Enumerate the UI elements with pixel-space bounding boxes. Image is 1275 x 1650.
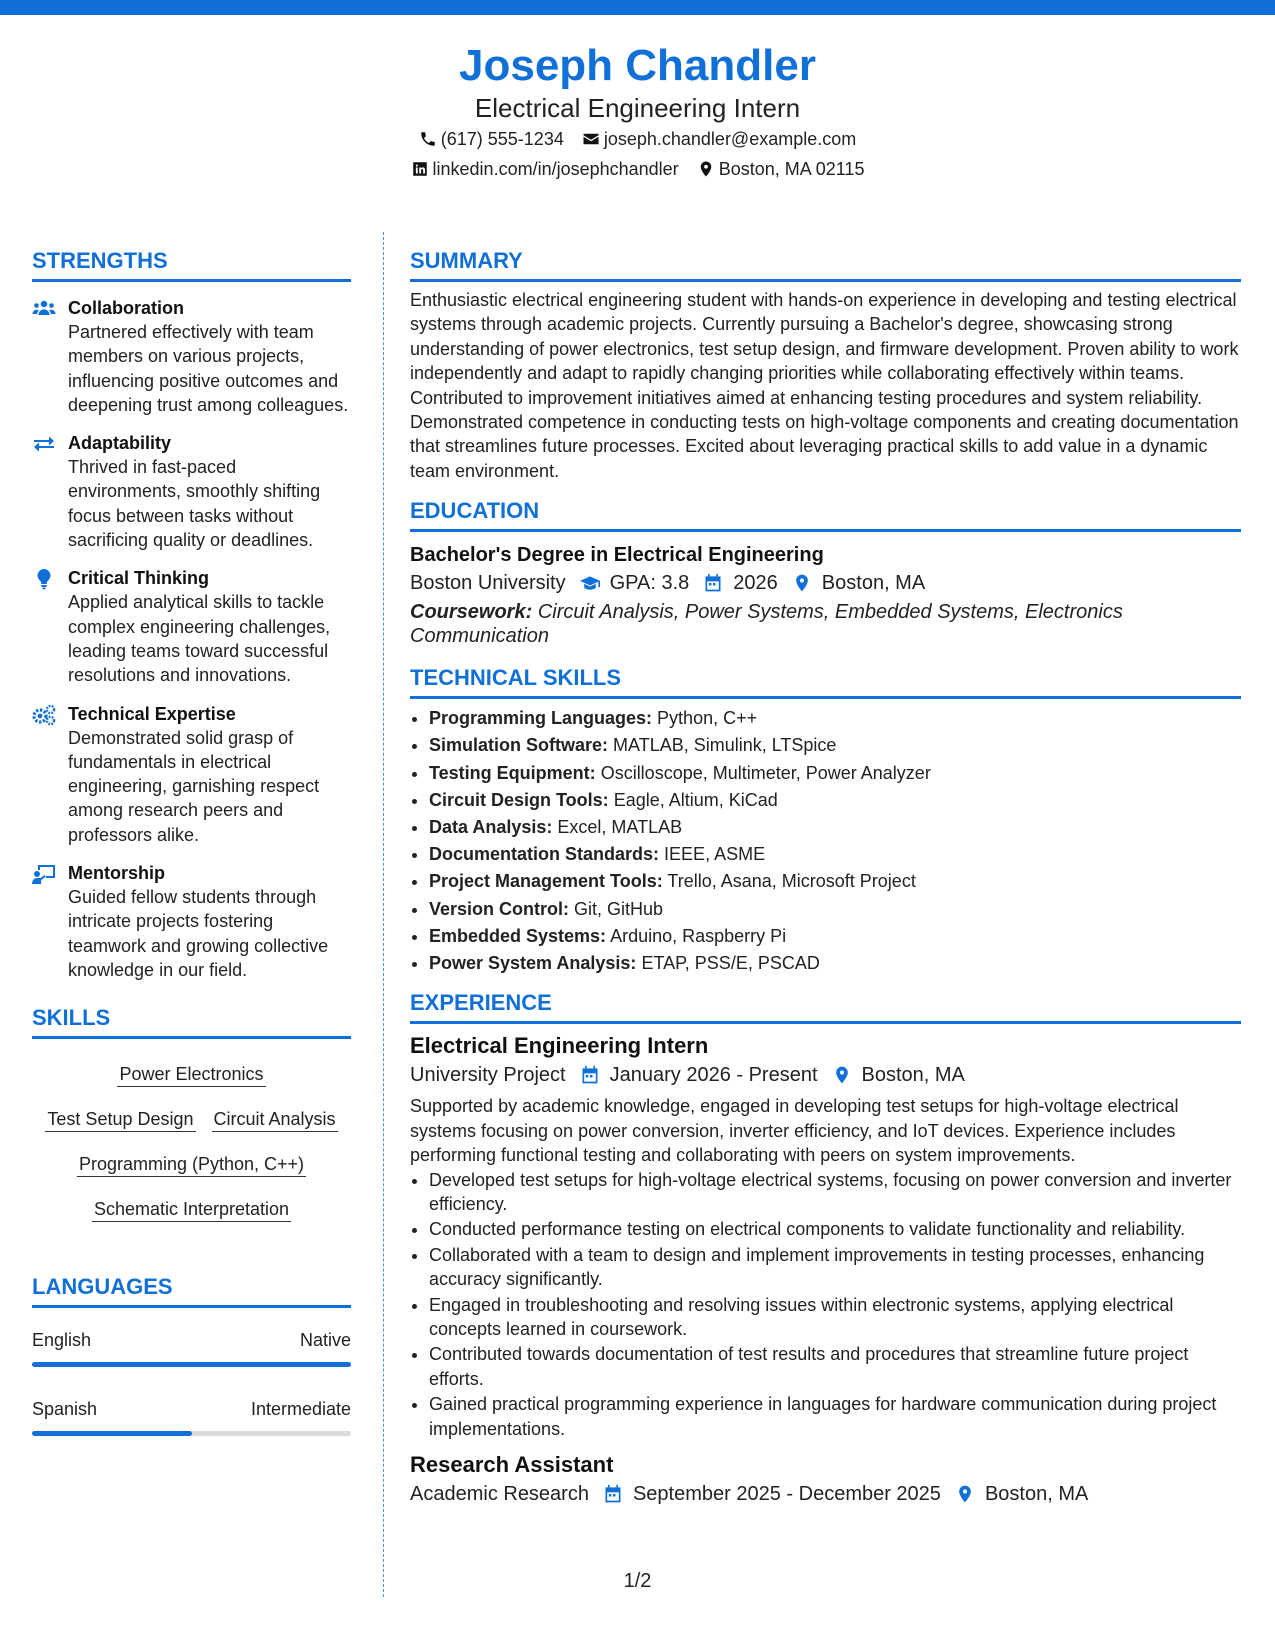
tech-skill-item: • Programming Languages: Python, C++ [429,705,1241,732]
summary-text: Enthusiastic electrical engineering student with hands-on experience in developing and testing electrical systems through academic projects. Currently pursuing a Bachelor's degree, showcasing strong understanding of power electronics, test setup design, and firmware development. Proven ability to work independently and adapt to rapidly changing priorities while collaborating effectively within teams. Contributed to improvement initiatives aimed at enhancing testing procedures and system reliability. Demonstrated competence in conducting tests on high-voltage components and creating documentation that streamlines future processes. Excited about leveraging practical skills to add value in a dynamic team environment. [410,290,1239,481]
location-contact [697,154,865,184]
languages-section [32,1273,351,1436]
coursework [410,600,1241,648]
map-marker-icon [832,1065,852,1085]
summary-section [410,247,1241,483]
left-column [32,247,351,1436]
job-bullet: • Collaborated with a team to design and implement improvements in testing processes, enhancing accuracy significantly. [429,1243,1241,1292]
job-title: Electrical Engineering Intern [410,1033,709,1059]
email-contact[interactable] [582,124,856,154]
job-bullet: • Conducted performance testing on electrical components to validate functionality and reliability. [429,1217,1241,1241]
experience-section [410,989,1241,1509]
candidate-title: Electrical Engineering Intern [474,93,801,123]
chalkboard-teacher-icon [32,861,68,982]
column-divider [383,232,384,1597]
resume-header [0,38,1275,184]
tech-skill-item: • Documentation Standards: IEEE, ASME [429,841,1241,868]
job-dates: January 2026 - Present [609,1064,818,1087]
lightbulb-icon [32,566,68,687]
job-location: Boston, MA [984,1482,1089,1505]
calendar-icon [603,1484,623,1504]
strength-desc: Thrived in fast-paced environments, smoothly shifting focus between tasks without sacrificing quality or deadlines. [68,457,321,551]
skill-tag: Schematic Interpretation [92,1198,291,1222]
education-meta [410,568,1241,598]
job-org: Academic Research [410,1482,589,1505]
language-level: Native [299,1330,351,1351]
calendar-icon [703,573,723,593]
map-marker-icon [792,573,812,593]
strength-name: Critical Thinking [68,568,210,589]
exchange-icon [32,431,68,552]
tech-skill-item: • Data Analysis: Excel, MATLAB [429,814,1241,841]
strength-desc: Guided fellow students through intricate projects fostering teamwork and growing collective knowledge in our field. [68,887,329,980]
contact-row-1 [0,124,1275,154]
right-column [410,247,1241,1509]
strength-name: Collaboration [68,298,184,318]
technical-skills-section [410,664,1241,977]
skills-heading: SKILLS [32,1004,351,1039]
strength-item [32,296,351,417]
language-level: Intermediate [250,1399,351,1420]
education-section [410,497,1241,648]
strength-item [32,861,351,982]
coursework-label: Coursework: [410,601,533,624]
language-name: Spanish [32,1399,98,1420]
job-entry [410,1451,1241,1509]
phone-contact [419,124,564,154]
calendar-icon [580,1065,600,1085]
strength-item [32,702,351,847]
job-bullet: • Engaged in troubleshooting and resolving issues within electronic systems, applying electrical concepts learned in coursework. [429,1293,1241,1342]
job-title: Research Assistant [410,1451,614,1477]
tech-skill-item: • Power System Analysis: ETAP, PSS/E, PSCAD [429,950,1241,977]
language-proficiency-fill [32,1431,192,1436]
tech-skill-item: • Testing Equipment: Oscilloscope, Multimeter, Power Analyzer [429,760,1241,787]
strength-item [32,566,351,687]
envelope-icon [582,130,600,148]
technical-skills-list [410,705,1241,977]
linkedin-text[interactable]: linkedin.com/in/josephchandler [432,159,679,179]
job-bullets [410,1168,1241,1441]
tech-skill-item: • Version Control: Git, GitHub [429,896,1241,923]
users-icon [32,296,68,417]
phone-icon [419,130,437,148]
job-meta [410,1479,1241,1509]
language-item [32,1397,351,1436]
language-proficiency-bar [32,1362,351,1367]
strength-name: Adaptability [68,433,172,454]
summary-heading: SUMMARY [410,247,1241,282]
strengths-heading: STRENGTHS [32,247,351,282]
strength-desc: Demonstrated solid grasp of fundamentals in electrical engineering, garnishing respect among research peers and professors alike. [68,727,320,845]
phone-text: (617) 555-1234 [440,129,564,149]
map-marker-icon [697,160,715,178]
strength-desc: Applied analytical skills to tackle complex engineering challenges, leading teams toward successful resolutions and innovations. [68,592,331,686]
location-text: Boston, MA 02115 [718,159,865,179]
job-entry [410,1032,1241,1441]
experience-heading: EXPERIENCE [410,989,1241,1024]
technical-skills-heading: TECHNICAL SKILLS [410,664,1241,699]
graduation-year: 2026 [733,572,778,595]
skills-section [32,1004,351,1233]
education-location: Boston, MA [821,572,926,595]
contact-row-2 [0,154,1275,184]
strength-desc: Partnered effectively with team members on various projects, influencing positive outcomes and deepening trust among colleagues. [68,322,349,415]
skill-tag: Power Electronics [117,1063,265,1087]
strength-name: Technical Expertise [68,703,236,724]
job-dates: September 2025 - December 2025 [632,1482,941,1505]
strength-name: Mentorship [68,863,165,884]
skill-tag: Circuit Analysis [212,1108,338,1132]
language-proficiency-fill [32,1362,351,1367]
strengths-section [32,247,351,982]
degree-name: Bachelor's Degree in Electrical Engineering [410,544,824,567]
language-proficiency-bar [32,1431,351,1436]
cogs-icon [32,702,68,847]
skill-tag: Programming (Python, C++) [77,1153,306,1177]
linkedin-contact[interactable] [411,154,679,184]
job-org: University Project [410,1064,566,1087]
coursework-list: Circuit Analysis, Power Systems, Embedded Systems, Electronics Communication [410,601,1123,648]
education-heading: EDUCATION [410,497,1241,532]
map-marker-icon [955,1484,975,1504]
skill-tag: Test Setup Design [45,1108,195,1132]
gpa-text: GPA: 3.8 [609,572,690,595]
job-meta [410,1060,1241,1090]
job-bullet: • Developed test setups for high-voltage electrical systems, focusing on power conversion and inverter efficiency. [429,1168,1241,1217]
tech-skill-item: • Embedded Systems: Arduino, Raspberry Pi [429,923,1241,950]
job-bullet: • Gained practical programming experience in languages for hardware communication during project implementations. [429,1392,1241,1441]
language-item [32,1328,351,1367]
strength-item [32,431,351,552]
candidate-name: Joseph Chandler [459,41,816,90]
tech-skill-item: • Circuit Design Tools: Eagle, Altium, KiCad [429,787,1241,814]
school-name: Boston University [410,572,566,595]
linkedin-icon [411,160,429,178]
language-name: English [32,1330,92,1351]
tech-skill-item: • Project Management Tools: Trello, Asana, Microsoft Project [429,868,1241,895]
job-bullet: • Contributed towards documentation of test results and procedures that streamline future project efforts. [429,1342,1241,1391]
top-accent-bar [0,0,1275,15]
page-number: 1/2 [623,1570,652,1592]
job-summary: Supported by academic knowledge, engaged in developing test setups for high-voltage electrical systems focusing on power conversion, inverter efficiency, and IoT devices. Experience includes performing functional testing and collaborating with peers on system improvements. [410,1096,1179,1166]
languages-heading: LANGUAGES [32,1273,351,1308]
graduation-cap-icon [580,573,600,593]
email-text[interactable]: joseph.chandler@example.com [603,129,857,149]
tech-skill-item: • Simulation Software: MATLAB, Simulink, LTSpice [429,732,1241,759]
skills-list [32,1053,351,1233]
job-location: Boston, MA [861,1064,965,1087]
